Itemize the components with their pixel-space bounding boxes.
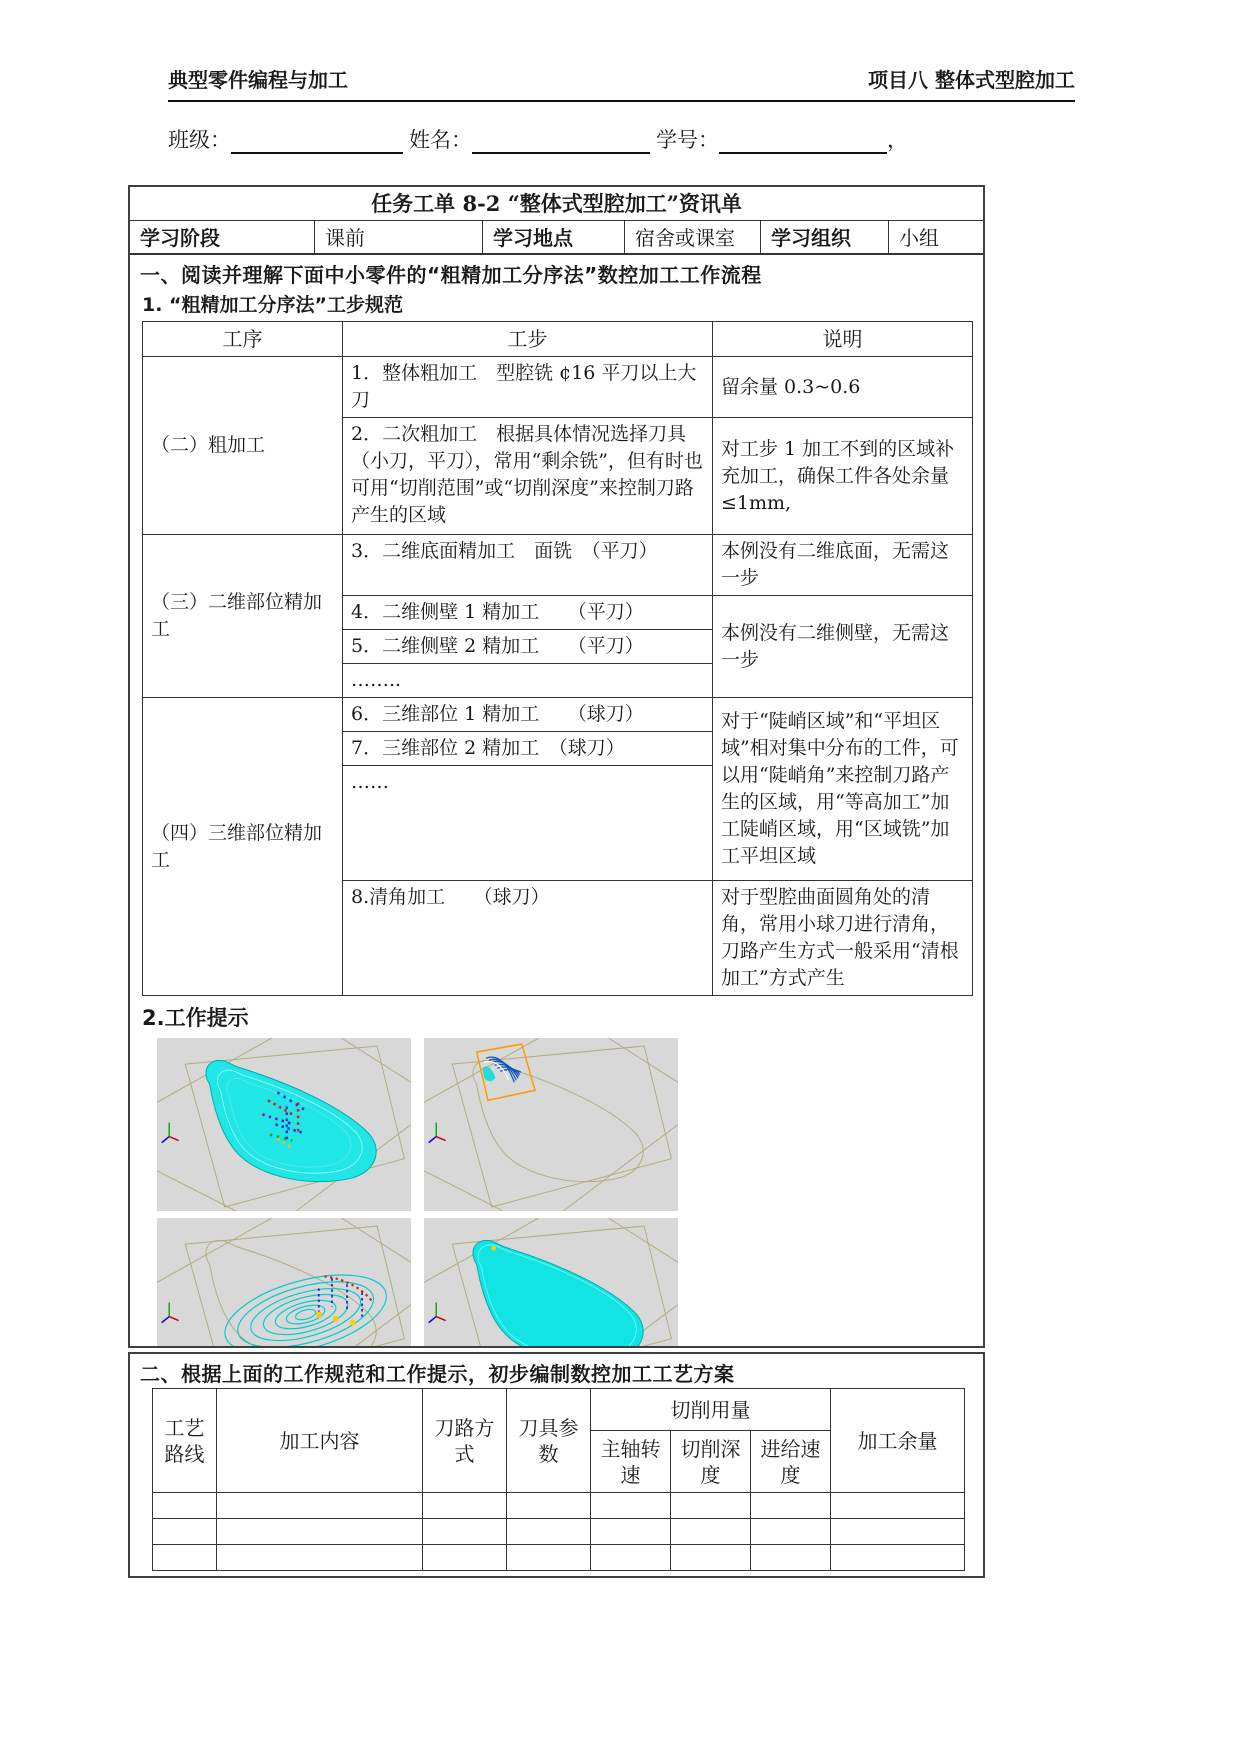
col-header-path-mode: 刀路方式 bbox=[423, 1389, 507, 1493]
plan-empty-row bbox=[153, 1519, 965, 1545]
stage-label: 学习阶段 bbox=[130, 221, 315, 253]
project-title: 项目八 整体式型腔加工 bbox=[868, 68, 1075, 92]
process-group-3d-finishing: （四）三维部位精加工 bbox=[143, 698, 343, 996]
class-blank bbox=[231, 128, 403, 154]
trailing-comma: ， bbox=[887, 128, 908, 152]
table-row bbox=[143, 357, 973, 418]
step-cell: 4．二维侧壁 1 精加工 （平刀） bbox=[343, 596, 713, 630]
col-header-allowance: 加工余量 bbox=[831, 1389, 965, 1493]
section1-heading: 一、阅读并理解下面中小零件的“粗精加工分序法”数控加工工作流程 bbox=[140, 263, 762, 287]
note-cell: 本例没有二维底面，无需这一步 bbox=[713, 535, 973, 596]
course-title: 典型零件编程与加工 bbox=[168, 68, 348, 92]
step-cell: 7．三维部位 2 精加工 （球刀） bbox=[343, 732, 713, 766]
org-value: 小组 bbox=[899, 226, 939, 250]
plan-empty-cell bbox=[153, 1493, 217, 1519]
plan-empty-cell bbox=[423, 1519, 507, 1545]
plan-empty-cell bbox=[217, 1545, 423, 1571]
col-header-note: 说明 bbox=[713, 322, 973, 357]
step-cell: 6．三维部位 1 精加工 （球刀） bbox=[343, 698, 713, 732]
plan-empty-row bbox=[153, 1493, 965, 1519]
sheet-title: 任务工单 8-2 “整体式型腔加工”资讯单 bbox=[130, 187, 983, 221]
plan-empty-cell bbox=[831, 1493, 965, 1519]
plan-empty-cell bbox=[591, 1545, 671, 1571]
info-sheet-box bbox=[128, 185, 985, 1348]
roughing-toolpath-preview-icon bbox=[157, 1038, 411, 1211]
note-cell: 本例没有二维侧壁，无需这一步 bbox=[713, 596, 973, 698]
process-plan-table bbox=[152, 1388, 965, 1571]
col-header-feed: 进给速度 bbox=[751, 1431, 831, 1493]
table-row bbox=[143, 698, 973, 732]
org-label: 学习组织 bbox=[761, 221, 889, 253]
stage-value: 课前 bbox=[315, 221, 483, 253]
col-header-spindle: 主轴转速 bbox=[591, 1431, 671, 1493]
process-steps-table bbox=[142, 321, 973, 996]
plan-empty-cell bbox=[217, 1519, 423, 1545]
place-value: 宿舍或课室 bbox=[625, 221, 761, 253]
section2-heading: 二、根据上面的工作规范和工作提示，初步编制数控加工工艺方案 bbox=[140, 1362, 735, 1386]
plan-empty-cell bbox=[423, 1493, 507, 1519]
fan-finishing-toolpath-preview-icon bbox=[157, 1218, 411, 1348]
meta-row bbox=[130, 221, 983, 255]
plan-empty-cell bbox=[591, 1519, 671, 1545]
note-cell: 留余量 0.3~0.6 bbox=[713, 357, 973, 418]
place-label: 学习地点 bbox=[483, 221, 625, 253]
col-header-process: 工序 bbox=[143, 322, 343, 357]
note-cell: 对于型腔曲面圆角处的清角，常用小球刀进行清角，刀路产生方式一般采用“清根加工”方式产生 bbox=[713, 881, 973, 996]
step-cell: 8.清角加工 （球刀） bbox=[343, 881, 713, 996]
plan-section-box bbox=[128, 1352, 985, 1578]
note-cell: 对工步 1 加工不到的区域补充加工，确保工件各处余量≤1mm, bbox=[713, 418, 973, 535]
table-row bbox=[143, 535, 973, 596]
plan-empty-cell bbox=[507, 1519, 591, 1545]
col-header-cutting-group: 切削用量 bbox=[591, 1389, 831, 1431]
col-header-step: 工步 bbox=[343, 322, 713, 357]
note-cell: 对于“陡峭区域”和“平坦区域”相对集中分布的工件，可以用“陡峭角”来控制刀路产生的区域，用“等高加工”加工陡峭区域，用“区域铣”加工平坦区域 bbox=[713, 698, 973, 881]
steep-corner-patch-preview-icon bbox=[424, 1038, 678, 1211]
plan-empty-cell bbox=[671, 1545, 751, 1571]
step-cell: …….. bbox=[343, 664, 713, 698]
step-cell: 1．整体粗加工 型腔铣 ¢16 平刀以上大刀 bbox=[343, 357, 713, 418]
section1-sub2-heading: 2.工作提示 bbox=[142, 1005, 249, 1030]
plan-empty-row bbox=[153, 1545, 965, 1571]
plan-empty-cell bbox=[507, 1545, 591, 1571]
step-cell: 2．二次粗加工 根据具体情况选择刀具（小刀，平刀），常用“剩余铣”，但有时也可用“切削范围”或“切削深度”来控制刀路产生的区域 bbox=[343, 418, 713, 535]
step-cell: 5．二维侧壁 2 精加工 （平刀） bbox=[343, 630, 713, 664]
id-blank bbox=[719, 128, 887, 154]
name-blank bbox=[472, 128, 650, 154]
plan-empty-cell bbox=[751, 1519, 831, 1545]
section1-sub1-heading: 1. “粗精加工分序法”工步规范 bbox=[142, 294, 404, 316]
plan-empty-cell bbox=[671, 1493, 751, 1519]
solid-fill-toolpath-preview-icon bbox=[424, 1218, 678, 1348]
running-header bbox=[168, 64, 1075, 102]
id-label: 学号： bbox=[656, 128, 719, 152]
cam-preview-grid bbox=[130, 1034, 983, 1348]
plan-empty-cell bbox=[217, 1493, 423, 1519]
col-header-content: 加工内容 bbox=[217, 1389, 423, 1493]
plan-empty-cell bbox=[423, 1545, 507, 1571]
plan-empty-cell bbox=[671, 1519, 751, 1545]
col-header-depth: 切削深度 bbox=[671, 1431, 751, 1493]
plan-empty-cell bbox=[153, 1545, 217, 1571]
col-header-tool-param: 刀具参数 bbox=[507, 1389, 591, 1493]
process-group-2d-finishing: （三）二维部位精加工 bbox=[143, 535, 343, 698]
step-cell: 3．二维底面精加工 面铣 （平刀） bbox=[343, 535, 713, 596]
step-cell: …… bbox=[343, 766, 713, 881]
process-group-roughing: （二）粗加工 bbox=[143, 357, 343, 535]
plan-empty-cell bbox=[831, 1545, 965, 1571]
plan-empty-cell bbox=[591, 1493, 671, 1519]
plan-empty-cell bbox=[507, 1493, 591, 1519]
col-header-route: 工艺路线 bbox=[153, 1389, 217, 1493]
student-info-line bbox=[168, 124, 1075, 154]
plan-empty-cell bbox=[831, 1519, 965, 1545]
plan-empty-cell bbox=[751, 1493, 831, 1519]
name-label: 姓名： bbox=[409, 128, 472, 152]
plan-empty-cell bbox=[751, 1545, 831, 1571]
class-label: 班级： bbox=[168, 128, 231, 152]
plan-empty-cell bbox=[153, 1519, 217, 1545]
